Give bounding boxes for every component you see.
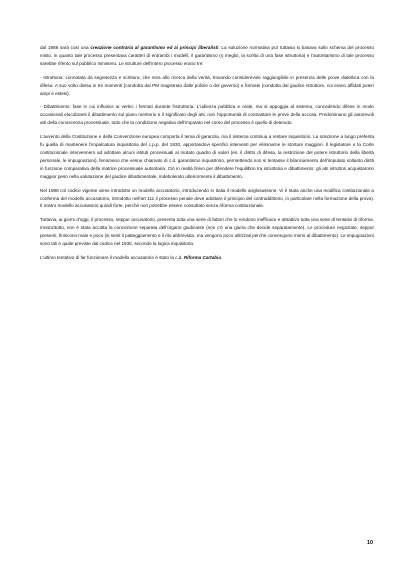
text-run: L'ultimo tentativo di far funzionare il modello accusatorio è stato la c.d. xyxy=(40,254,184,260)
paragraph xyxy=(40,216,374,248)
text-run: . xyxy=(220,254,223,260)
paragraph xyxy=(40,133,374,180)
page-number: 10 xyxy=(367,540,373,546)
emphasized-text: Riforma Cartabia xyxy=(183,254,221,260)
paragraph xyxy=(40,103,374,127)
text-run: - Dibattimento: fase in cui influisce ai vertici i formati durante l'istruttoria. L'udienza pubblica e orale, ma si appoggia al sistema, concedendo difese in modo occasionali elucubranti il dibattimento sul piano meritorio e il significato degli atti, non l'opportunità di contrastare le prove della accusa. Predominano gli autorevoli atti della conoscenza processuale, tutto che la condizione negativa dell'imputato nel corso del processo è quello di detenuto. xyxy=(40,104,374,126)
paragraph xyxy=(40,74,374,98)
paragraph xyxy=(40,187,374,211)
body-text xyxy=(40,44,374,262)
text-run: . La soluzione normativa pur tuttavia si basava sullo schema del processo misto, in quanto tale processo presentava caratteri di entrambi i modelli, il garantismo (o meglio, la scelta di una fase istruttoria) e l'autoritarismo di tale processo sarebbe riferito sul pubblico ministero. Le strutture dell'intero processo erano tre: xyxy=(40,45,374,66)
text-run: L'avvento della Costituzione e della Convenzione europea comporta il tema di garanzia, ma il sistema continua a restare inquisitorio. La soluzione a lungo preferita fu quella di mantenere l'impalcatura inquisitoria del c.p.p. del 1930, apportandovi specifici interventi per eliminarne le storture maggiori. Il legislatore e la Corte costituzionale intervennero ad adottare alcuni istituti processuali al mutato quadro di valori (es. il diritto di difesa, la restrizione del potere istruttorio della libertà personale, le impugnazioni), fenomeno che venne chiamato di c.d. garantismo inquisitorio, permettendo non si tentasse il bilanciamento dell'imputato soltanto diritti in funzione comparativa della matrice processuale autoritaria. Ciò in realtà finivo per difendere l'equilibrio tra istruttoria e dibattimento: gli atti istruttori acquistarono maggior peso nella valutazione del giudice dibattimentale, indebolendo ulteriormente il dibattimento. xyxy=(40,134,374,179)
text-run: Tuttavia, ai giorni d'oggi, il processo, seppur accusatorio, presenta tutta una serie di fattori che lo rendono inefficace e attrattivo tutta una serie di tentativi di riforma. Innanzitutto, non è stata accolta la concezione separata dell'organo giudicante (non c'è una giurìa che decide separatamente). Le procedure negoziate, seppur presenti, finiscono male e poco (si senti il patteggiamento e il rito abbreviato, ma vengono poco utilizzati perché convengono meno al dibattimento). Le impugnazioni sono tali e quale previste dal codice nel 1930, secondo la logica inquisitoria. xyxy=(40,217,375,247)
paragraph xyxy=(40,254,374,262)
text-run: dal 1988 sarà così una xyxy=(40,45,91,50)
text-run: - Istruttoria: connotata da segretezza e scrittura, che mira allo ricerca della verità, trovando considerevole raggiungibile in presenza delle prove dialettica con la difesa. A suo volto divisa in tre momenti (condotta dal PM magistrato dalle polizie o del governo) e formale (condotta dal giudice istruttore, cui erano affidati poteri ampi e estesi). xyxy=(40,74,374,96)
emphasized-text: creazione contraria al garantismo ed ai principi liberalisti xyxy=(90,45,219,50)
text-run: Nel 1988 col codice vigente viene introdotto un modello accusatorio, introducendo in Italia il modello anglosassone. Vi è stata anche una modifica costituzionale a conferma del modello accusatorio, introdotto nell'art 111 il processo penale deve adottare il principio del contraddittorio, in particolare nella formazione della prova). Il nostro modello accusatorio quindi forte, perché non potrebbe essere consultato senza riforma costituzionale. xyxy=(40,187,374,209)
paragraph xyxy=(40,44,374,68)
